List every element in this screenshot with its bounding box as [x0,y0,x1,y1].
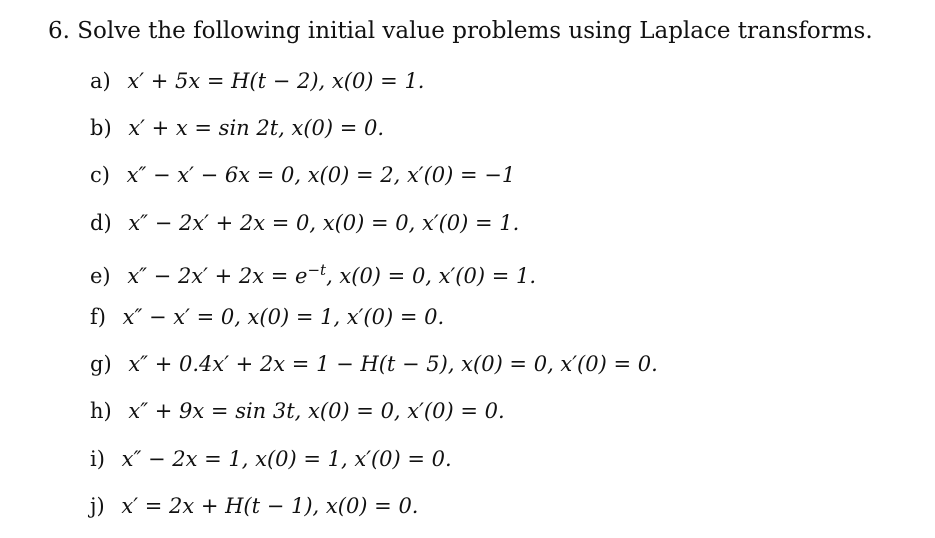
problem-equation: $x'' - 2x' + 2x = e^{-t}$, x(0) = 0, x′(0) = 1. [127,260,537,288]
problem-label: d) [90,210,112,235]
problem-equation: x″ − 2x′ + 2x = 0, x(0) = 0, x′(0) = 1. [128,210,520,235]
problem-equation: x′ + 5x = H(t − 2), x(0) = 1. [127,69,425,93]
problem-item-j [90,491,658,538]
problem-item-h [90,396,658,443]
problem-equation: x′ = 2x + H(t − 1), x(0) = 0. [121,493,419,518]
problem-item-f [90,302,658,349]
problem-equation: x″ − x′ = 0, x(0) = 1, x′(0) = 0. [122,304,445,329]
problem-equation: x′ + x = sin 2t, x(0) = 0. [128,116,385,141]
problem-item-d [90,208,658,255]
problem-item-e [90,255,658,302]
problem-label: h) [90,399,112,424]
problem-heading: 6. Solve the following initial value problems using Laplace transforms. [48,18,873,44]
problem-equation: x″ − 2x = 1, x(0) = 1, x′(0) = 0. [121,446,452,471]
problem-label: a) [90,69,111,93]
problem-equation: x″ + 9x = sin 3t, x(0) = 0, x′(0) = 0. [128,399,505,424]
exponent: −t [307,260,327,279]
problem-list [90,66,658,538]
problem-label: e) [90,263,111,288]
problem-equation: x″ − x′ − 6x = 0, x(0) = 2, x′(0) = −1 [126,163,516,188]
problem-label: j) [90,493,105,518]
problem-item-g [90,349,658,396]
problem-item-i [90,444,658,491]
problem-label: i) [90,446,105,471]
problem-label: g) [90,352,112,377]
problem-item-a [90,66,658,113]
problem-label: b) [90,116,112,141]
problem-item-b [90,113,658,160]
problem-label: f) [90,304,106,329]
problem-equation: x″ + 0.4x′ + 2x = 1 − H(t − 5), x(0) = 0, x′(0) = 0. [128,352,658,377]
problem-label: c) [90,163,110,188]
problem-item-c [90,160,658,207]
